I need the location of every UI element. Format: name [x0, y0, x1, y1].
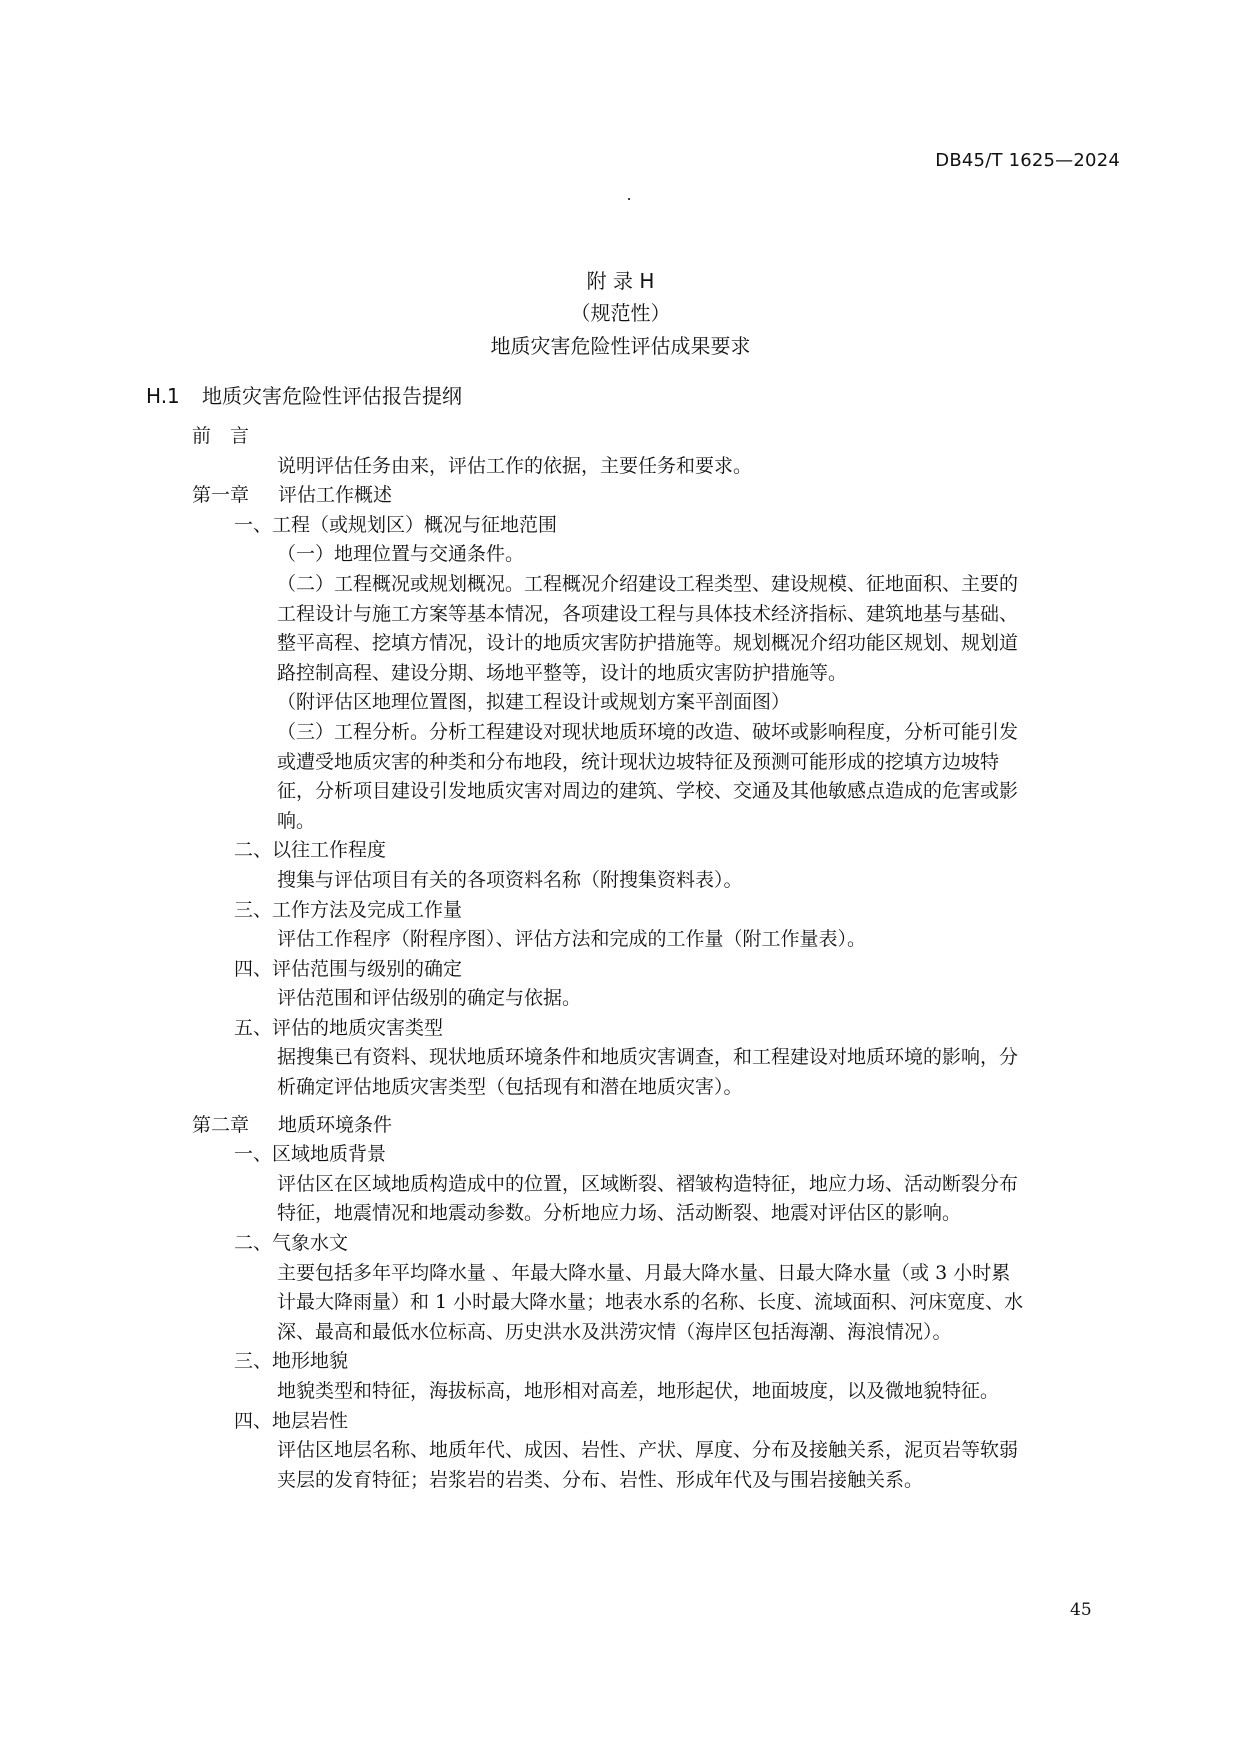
ch1-s1-title: 一、工程（或规划区）概况与征地范围 [234, 513, 558, 536]
appendix-title: 附 录 H [586, 269, 655, 293]
ch1-s4-text: 评估范围和评估级别的确定与依据。 [277, 987, 582, 1010]
ch1-s1-p1: （一）地理位置与交通条件。 [277, 543, 525, 566]
decorative-dot [628, 198, 630, 200]
ch2-s3-title: 三、地形地貌 [234, 1350, 349, 1373]
ch1-s2-text: 搜集与评估项目有关的各项资料名称（附搜集资料表）。 [277, 868, 743, 891]
section-title: 地质灾害危险性评估报告提纲 [202, 384, 462, 408]
page-number: 45 [1070, 1600, 1092, 1620]
ch2-s4-text-line: 夹层的发育特征；岩浆岩的岩类、分布、岩性、形成年代及与围岩接触关系。 [277, 1468, 924, 1491]
ch1-s3-text: 评估工作程序（附程序图）、评估方法和完成的工作量（附工作量表）。 [277, 928, 867, 951]
ch1-s1-p2-line: 路控制高程、建设分期、场地平整等，设计的地质灾害防护措施等。 [277, 661, 848, 684]
ch2-s2-text-line: 深、最高和最低水位标高、历史洪水及洪涝灾情（海岸区包括海潮、海浪情况）。 [277, 1320, 952, 1343]
appendix-nature: （规范性） [570, 301, 671, 325]
ch2-s2-text-line: 计最大降雨量）和 1 小时最大降水量；地表水系的名称、长度、流域面积、河床宽度、水 [277, 1291, 1024, 1314]
ch1-s2-title: 二、以往工作程度 [234, 839, 387, 862]
ch2-s3-text: 地貌类型和特征，海拔标高，地形相对高差，地形起伏，地面坡度，以及微地貌特征。 [277, 1380, 1000, 1402]
ch1-s5-title: 五、评估的地质灾害类型 [234, 1016, 444, 1039]
ch1-s1-p4-line: （三）工程分析。分析工程建设对现状地质环境的改造、破坏或影响程度，分析可能引发 [277, 720, 1019, 743]
ch2-s2-text-line: 主要包括多年平均降水量 、年最大降水量、月最大降水量、日最大降水量（或 3 小时累 [277, 1261, 1011, 1284]
ch2-s4-text-line: 评估区地层名称、地质年代、成因、岩性、产状、厚度、分布及接触关系，泥页岩等软弱 [277, 1439, 1019, 1462]
ch2-s1-title: 一、区域地质背景 [234, 1143, 387, 1166]
ch1-s1-p4-line: 征，分析项目建设引发地质灾害对周边的建筑、学校、交通及其他敏感点造成的危害或影 [277, 780, 1019, 803]
ch1-s1-p2-line: 整平高程、挖填方情况，设计的地质灾害防护措施等。规划概况介绍功能区规划、规划道 [277, 632, 1019, 655]
preface-text: 说明评估任务由来，评估工作的依据，主要任务和要求。 [277, 454, 753, 477]
ch1-s1-p4-line: 响。 [277, 809, 316, 832]
chapter1-title: 评估工作概述 [278, 484, 393, 507]
section-heading [146, 380, 462, 409]
ch2-s1-text-line: 特征，地震情况和地震动参数。分析地应力场、活动断裂、地震对评估区的影响。 [277, 1202, 962, 1225]
ch1-s4-title: 四、评估范围与级别的确定 [234, 957, 463, 980]
outline-body [0, 422, 1241, 1495]
chapter2-label: 第二章 [192, 1113, 250, 1136]
chapter2-title: 地质环境条件 [278, 1113, 393, 1136]
chapter-gap [0, 1103, 1241, 1111]
chapter2-heading [0, 1111, 1241, 1141]
ch2-s2-title: 二、气象水文 [234, 1232, 349, 1255]
preface-label: 前 言 [192, 425, 250, 447]
ch1-s1-p2-line: （二）工程概况或规划概况。工程概况介绍建设工程类型、建设规模、征地面积、主要的 [277, 572, 1019, 595]
ch1-s5-text-line: 析确定评估地质灾害类型（包括现有和潜在地质灾害）。 [277, 1076, 743, 1099]
ch1-s3-title: 三、工作方法及完成工作量 [234, 898, 463, 921]
ch2-s1-text-line: 评估区在区域地质构造成中的位置，区域断裂、褶皱构造特征，地应力场、活动断裂分布 [277, 1172, 1019, 1195]
chapter1-label: 第一章 [192, 484, 250, 507]
section-number: H.1 [146, 384, 180, 408]
ch1-s1-p2-line: 工程设计与施工方案等基本情况，各项建设工程与具体技术经济指标、建筑地基与基础、 [277, 602, 1019, 625]
ch1-s1-p3: （附评估区地理位置图，拟建工程设计或规划方案平剖面图） [277, 691, 791, 714]
chapter1-heading [0, 481, 1241, 511]
ch1-s5-text-line: 据搜集已有资料、现状地质环境条件和地质灾害调查，和工程建设对地质环境的影响，分 [277, 1046, 1019, 1069]
standard-code: DB45/T 1625—2024 [935, 150, 1120, 171]
ch2-s4-title: 四、地层岩性 [234, 1409, 349, 1432]
appendix-name: 地质灾害危险性评估成果要求 [490, 334, 751, 358]
ch1-s1-p4-line: 或遭受地质灾害的种类和分布地段，统计现状边坡特征及预测可能形成的挖填方边坡特 [277, 750, 1000, 773]
